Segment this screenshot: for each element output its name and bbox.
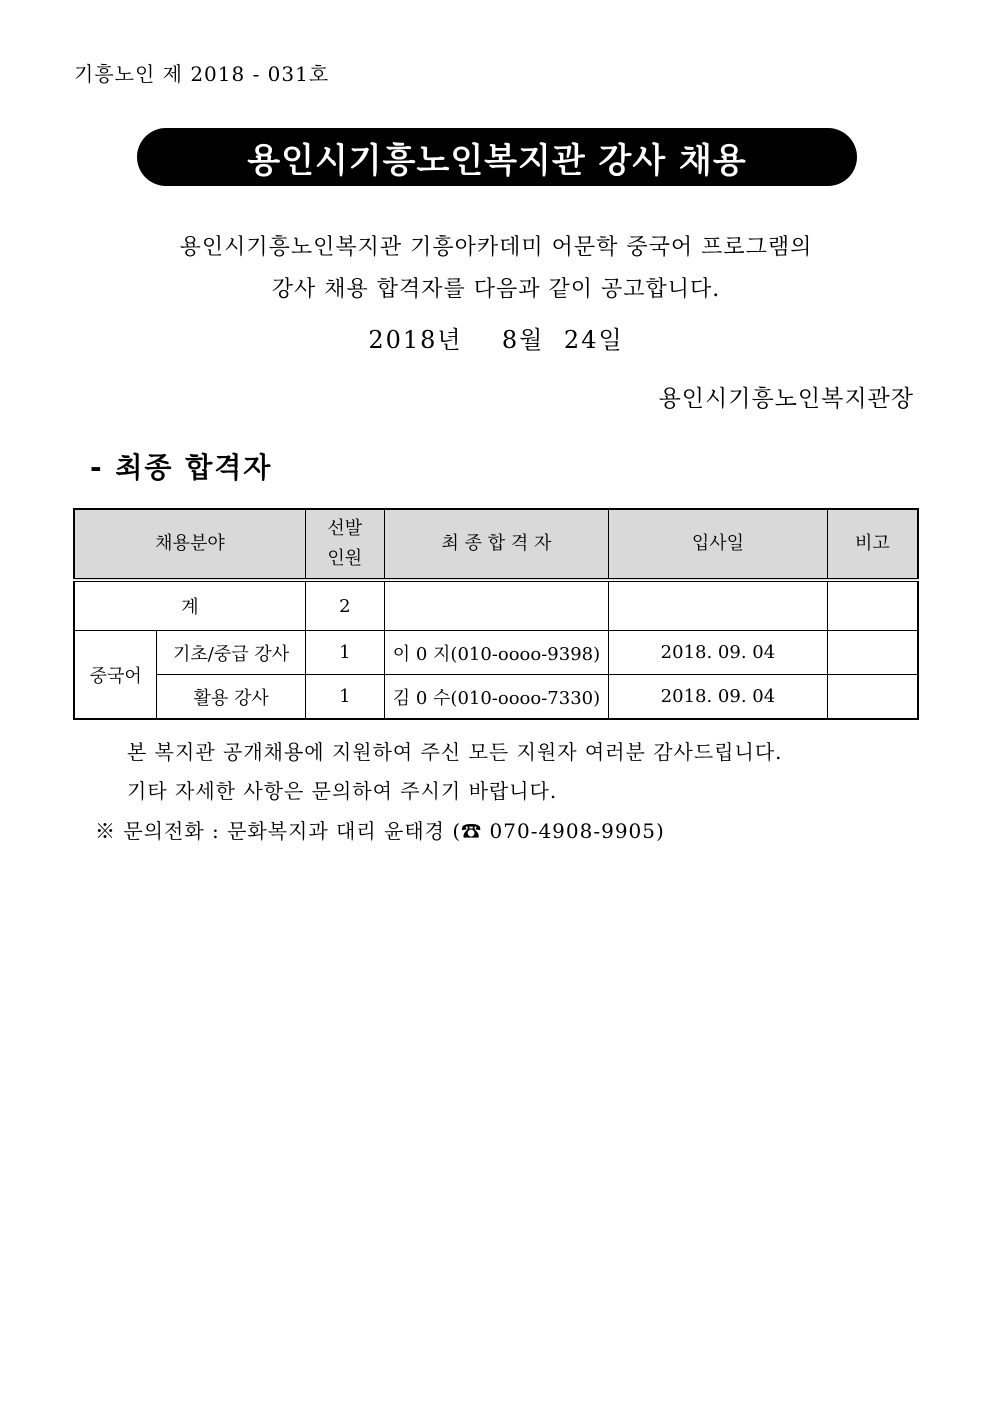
header-count-line2: 인원 bbox=[327, 548, 363, 569]
header-count bbox=[305, 509, 384, 580]
note-thanks: 본 복지관 공개채용에 지원하여 주신 모든 지원자 여러분 감사드립니다. bbox=[127, 740, 783, 764]
row-finalist: 이 0 지(010-oooo-9398) bbox=[384, 631, 608, 675]
group-label: 중국어 bbox=[74, 631, 157, 720]
table-header-row bbox=[74, 509, 918, 580]
row-finalist: 김 0 수(010-oooo-7330) bbox=[384, 675, 608, 720]
row-count: 1 bbox=[305, 631, 384, 675]
header-count-line1: 선발 bbox=[327, 518, 363, 539]
intro-line-2: 강사 채용 합격자를 다음과 같이 공고합니다. bbox=[271, 277, 721, 302]
intro-line-1: 용인시기흥노인복지관 기흥아카데미 어문학 중국어 프로그램의 bbox=[179, 235, 813, 260]
signer: 용인시기흥노인복지관장 bbox=[658, 386, 914, 412]
header-finalist: 최 종 합 격 자 bbox=[384, 509, 608, 580]
row-position: 활용 강사 bbox=[157, 675, 306, 720]
row-remarks bbox=[827, 675, 918, 720]
finalist-table bbox=[73, 508, 919, 720]
announcement-date: 2018년 8월 24일 bbox=[368, 326, 624, 354]
total-start-date bbox=[609, 580, 827, 631]
row-remarks bbox=[827, 631, 918, 675]
table-row bbox=[74, 675, 918, 720]
section-heading: - 최종 합격자 bbox=[90, 451, 273, 484]
title-banner bbox=[137, 128, 857, 186]
total-finalist bbox=[384, 580, 608, 631]
table-row-total bbox=[74, 580, 918, 631]
note-contact: ※ 문의전화 : 문화복지과 대리 윤태경 (☎ 070-4908-9905) bbox=[95, 819, 665, 843]
header-start-date: 입사일 bbox=[609, 509, 827, 580]
page-title: 용인시기흥노인복지관 강사 채용 bbox=[247, 140, 747, 181]
header-field: 채용분야 bbox=[74, 509, 305, 580]
table-row bbox=[74, 631, 918, 675]
note-inquiry: 기타 자세한 사항은 문의하여 주시기 바랍니다. bbox=[127, 779, 558, 803]
document-number: 기흥노인 제 2018 - 031호 bbox=[74, 62, 330, 86]
total-count: 2 bbox=[305, 580, 384, 631]
row-start-date: 2018. 09. 04 bbox=[609, 675, 827, 720]
header-remarks: 비고 bbox=[827, 509, 918, 580]
row-position: 기초/중급 강사 bbox=[157, 631, 306, 675]
total-label: 계 bbox=[74, 580, 305, 631]
total-remarks bbox=[827, 580, 918, 631]
row-count: 1 bbox=[305, 675, 384, 720]
row-start-date: 2018. 09. 04 bbox=[609, 631, 827, 675]
